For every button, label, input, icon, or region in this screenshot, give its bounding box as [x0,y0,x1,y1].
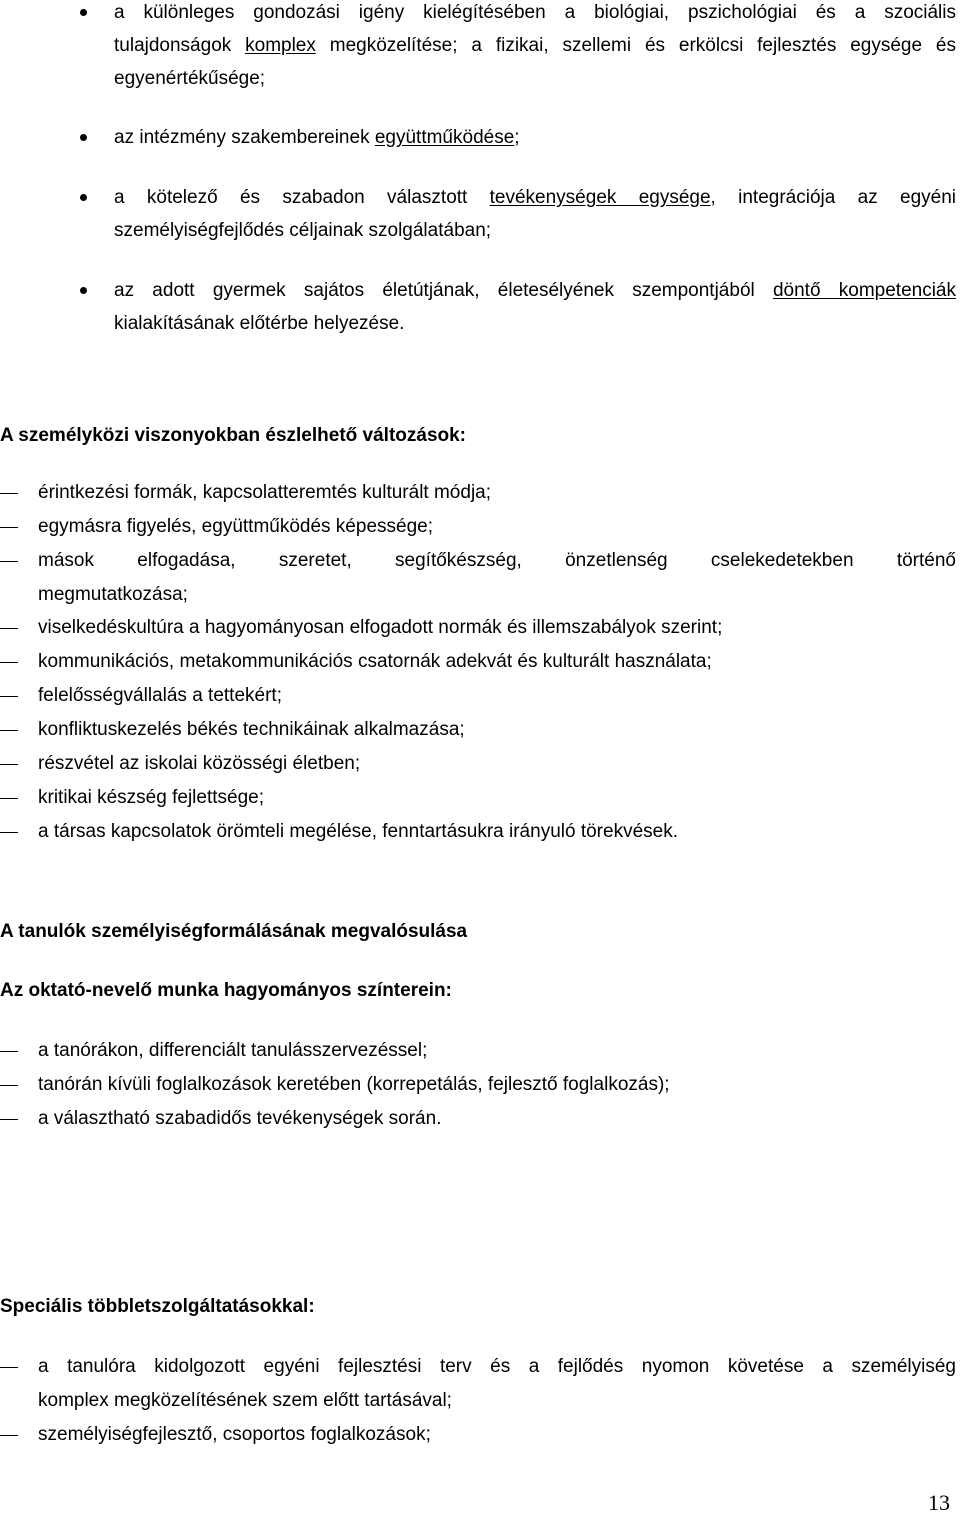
bullet-line: egyenértékűsége; [114,68,266,89]
bullet-line: a kötelező és szabadon választott tevékenységek egysége, integrációja az egyéni [114,187,956,208]
dash-marker [0,561,18,562]
dash-marker [0,1367,18,1368]
dash-marker [0,764,18,765]
list-item-continuation: komplex megközelítésének szem előtt tartásával; [38,1390,452,1411]
dash-marker [0,1085,18,1086]
underlined-term: tevékenységek egysége [489,187,711,208]
list-item: felelősségvállalás a tettekért; [38,685,282,706]
underlined-term: együttműködése [374,127,515,148]
list-item: érintkezési formák, kapcsolatteremtés kulturált módja; [38,482,492,503]
section-heading: A személyközi viszonyokban észlelhető változások: [0,425,467,446]
list-item: a tanulóra kidolgozott egyéni fejlesztési terv és a fejlődés nyomon követése a személyiség [38,1356,956,1377]
list-item-continuation: megmutatkozása; [38,584,188,605]
list-item: személyiségfejlesztő, csoportos foglalkozások; [38,1424,431,1445]
bullet-line: kialakításának előtérbe helyezése. [114,313,405,334]
bullet-line: az intézmény szakembereinek együttműködése; [114,127,520,148]
list-item: a társas kapcsolatok örömteli megélése, fenntartásukra irányuló törekvések. [38,821,678,842]
dash-marker [0,493,18,494]
bullet-dot [80,287,87,294]
bullet-dot [80,134,87,141]
underlined-term: döntő kompetenciák [772,280,957,301]
underlined-term: komplex [245,35,316,56]
dash-marker [0,628,18,629]
list-item: egymásra figyelés, együttműködés képessége; [38,516,433,537]
dash-marker [0,662,18,663]
section-subheading: Az oktató-nevelő munka hagyományos színterein: [0,980,452,1001]
list-item: a tanórákon, differenciált tanulásszervezéssel; [38,1040,428,1061]
list-item: a választható szabadidős tevékenységek során. [38,1108,442,1129]
list-item: viselkedéskultúra a hagyományosan elfogadott normák és illemszabályok szerint; [38,617,723,638]
dash-marker [0,798,18,799]
dash-marker [0,527,18,528]
bullet-line: személyiségfejlődés céljainak szolgálatában; [114,220,492,241]
dash-marker [0,1435,18,1436]
list-item: mások elfogadása, szeretet, segítőkészség, önzetlenség cselekedetekben történő [38,550,956,571]
bullet-line: tulajdonságok komplex megközelítése; a fizikai, szellemi és erkölcsi fejlesztés egysége és [114,35,956,56]
list-item: részvétel az iskolai közösségi életben; [38,753,361,774]
dash-marker [0,1051,18,1052]
dash-marker [0,730,18,731]
list-item: kommunikációs, metakommunikációs csatornák adekvát és kulturált használata; [38,651,712,672]
dash-marker [0,1119,18,1120]
dash-marker [0,696,18,697]
dash-marker [0,832,18,833]
list-item: kritikai készség fejlettsége; [38,787,264,808]
bullet-line: az adott gyermek sajátos életútjának, életesélyének szempontjából döntő kompetenciák [114,280,957,301]
bullet-dot [80,9,87,16]
list-item: tanórán kívüli foglalkozások keretében (korrepetálás, fejlesztő foglalkozás); [38,1074,670,1095]
list-item: konfliktuskezelés békés technikáinak alkalmazása; [38,719,465,740]
page-number: 13 [928,1490,950,1515]
section-heading: A tanulók személyiségformálásának megvalósulása [0,921,468,942]
bullet-line: a különleges gondozási igény kielégítésében a biológiai, pszichológiai és a szociális [114,2,956,23]
section-heading: Speciális többletszolgáltatásokkal: [0,1296,315,1317]
bullet-dot [80,194,87,201]
